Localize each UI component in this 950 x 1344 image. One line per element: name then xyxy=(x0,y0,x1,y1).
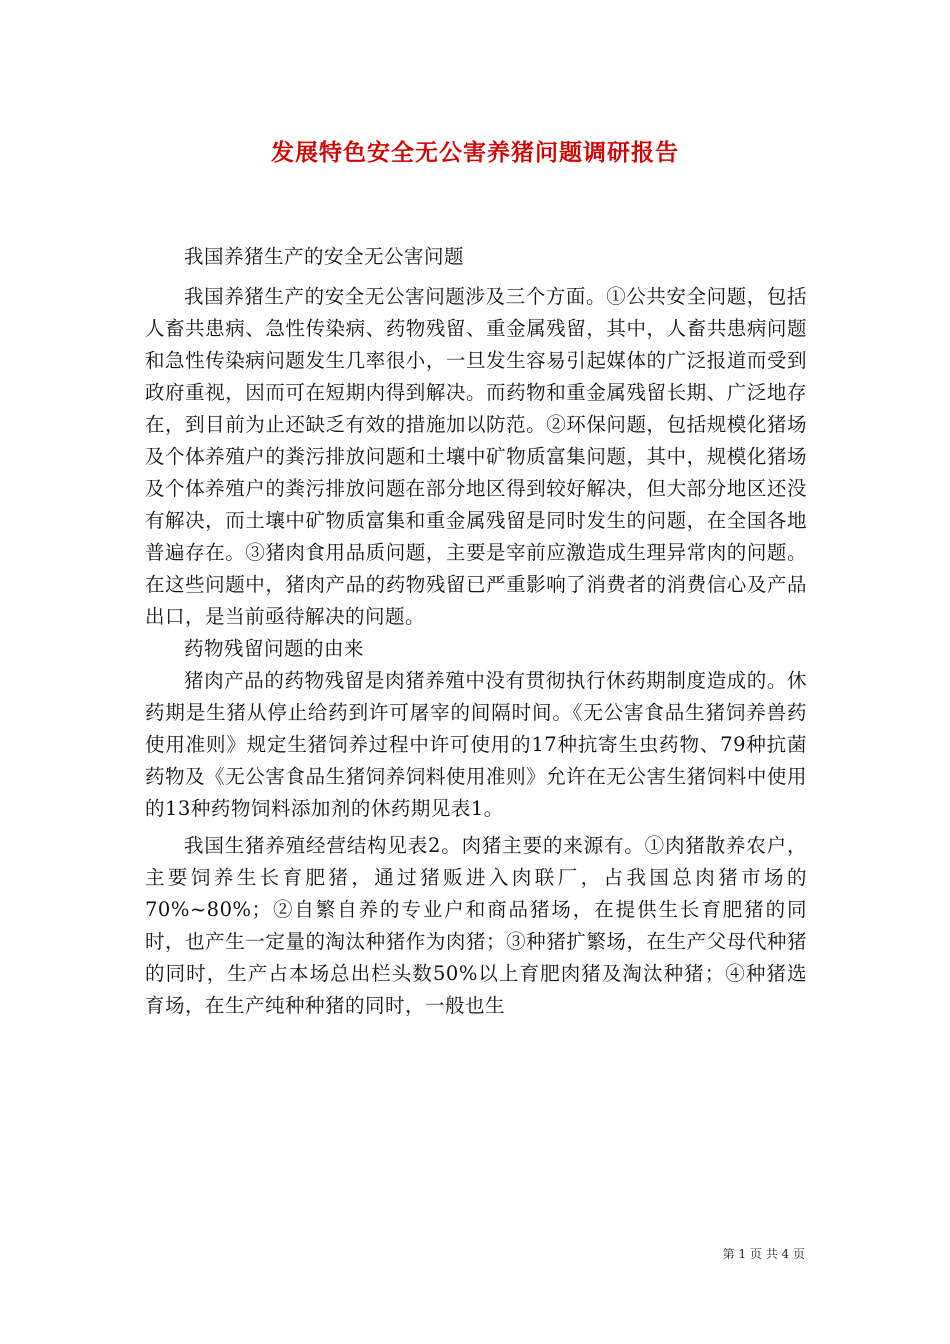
document-body xyxy=(145,241,807,1022)
section-heading: 我国养猪生产的安全无公害问题 xyxy=(184,245,465,268)
body-paragraph: 猪肉产品的药物残留是肉猪养殖中没有贯彻执行休药期制度造成的。休药期是生猪从停止给药到许可屠宰的间隔时间。《无公害食品生猪饲养兽药使用准则》规定生猪饲养过程中许可使用的17种抗寄生虫药物、79种抗菌药物及《无公害食品生猪饲养饲料使用准则》允许在无公害生猪饲料中使用的13种药物饲料添加剂的休药期见表1。 xyxy=(145,669,807,820)
page-number-footer: 第 1 页 共 4 页 xyxy=(722,1247,805,1261)
body-paragraph: 我国养猪生产的安全无公害问题涉及三个方面。①公共安全问题，包括人畜共患病、急性传染病、药物残留、重金属残留，其中，人畜共患病问题和急性传染病问题发生几率很小，一旦发生容易引起媒体的广泛报道而受到政府重视，因而可在短期内得到解决。而药物和重金属残留长期、广泛地存在，到目前为止还缺乏有效的措施加以防范。②环保问题，包括规模化猪场及个体养殖户的粪污排放问题和土壤中矿物质富集问题，其中，规模化猪场及个体养殖户的粪污排放问题在部分地区得到较好解决，但大部分地区还没有解决，而土壤中矿物质富集和重金属残留是同时发生的问题，在全国各地普遍存在。③猪肉食用品质问题，主要是宰前应激造成生理异常肉的问题。在这些问题中，猪肉产品的药物残留已严重影响了消费者的消费信心及产品出口，是当前亟待解决的问题。 xyxy=(145,285,807,628)
document-title: 发展特色安全无公害养猪问题调研报告 xyxy=(271,139,679,166)
section-heading: 药物残留问题的由来 xyxy=(184,637,365,660)
body-paragraph: 我国生猪养殖经营结构见表2。肉猪主要的来源有。①肉猪散养农户，主要饲养生长育肥猪，通过猪贩进入肉联厂，占我国总肉猪市场的70%~80%；②自繁自养的专业户和商品猪场，在提供生长育肥猪的同时，也产生一定量的淘汰种猪作为肉猪；③种猪扩繁场，在生产父母代种猪的同时，生产占本场总出栏头数50%以上育肥肉猪及淘汰种猪；④种猪选育场，在生产纯种种猪的同时，一般也生 xyxy=(145,834,807,1017)
